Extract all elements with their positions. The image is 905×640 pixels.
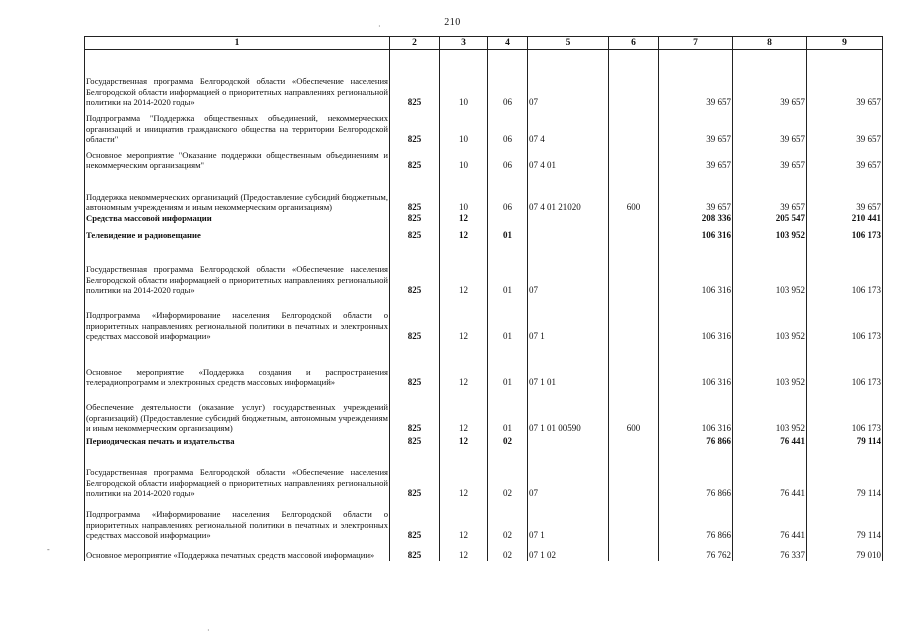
row-cell-c3: 12	[440, 342, 488, 388]
row-cell-c8: 39 657	[733, 50, 807, 108]
table-row	[85, 171, 883, 213]
row-cell-c2: 825	[390, 171, 440, 213]
row-cell-c3: 10	[440, 171, 488, 213]
row-cell-c9: 106 173	[807, 224, 883, 241]
row-cell-c4: 06	[488, 108, 528, 145]
table-row	[85, 342, 883, 388]
row-cell-c9: 210 441	[807, 213, 883, 224]
row-name-cell: Основное мероприятие "Оказание поддержки общественным объединениям и некоммерческим организациям"	[85, 145, 390, 171]
header-col-4: 4	[488, 37, 528, 50]
table-row	[85, 224, 883, 241]
row-cell-c3: 10	[440, 145, 488, 171]
row-cell-c6: 600	[609, 171, 659, 213]
row-cell-c9: 106 173	[807, 296, 883, 342]
table-row	[85, 296, 883, 342]
row-cell-c2: 825	[390, 213, 440, 224]
header-col-6: 6	[609, 37, 659, 50]
row-cell-c6	[609, 434, 659, 447]
budget-table	[84, 36, 883, 561]
row-cell-c2: 825	[390, 388, 440, 434]
row-cell-c4: 06	[488, 50, 528, 108]
row-cell-c6	[609, 50, 659, 108]
row-cell-c4: 02	[488, 499, 528, 541]
row-cell-c5: 07 4	[528, 108, 609, 145]
row-cell-c8: 205 547	[733, 213, 807, 224]
row-cell-c7: 39 657	[659, 50, 733, 108]
table-row	[85, 108, 883, 145]
row-name-cell: Государственная программа Белгородской области «Обеспечение населения Белгородской области информацией о приоритетных направлениях региональной политики на 2014-2020 годы»	[85, 447, 390, 499]
row-cell-c5	[528, 213, 609, 224]
page-number: 210	[444, 17, 461, 28]
row-cell-c4: 01	[488, 224, 528, 241]
row-cell-c2: 825	[390, 342, 440, 388]
row-cell-c9: 79 010	[807, 541, 883, 561]
table-row	[85, 541, 883, 561]
header-col-2: 2	[390, 37, 440, 50]
row-cell-c3: 10	[440, 108, 488, 145]
row-cell-c2: 825	[390, 145, 440, 171]
header-col-7: 7	[659, 37, 733, 50]
table-row	[85, 145, 883, 171]
row-name-cell: Подпрограмма "Поддержка общественных объединений, некоммерческих организаций и инициатив гражданского общества на территории Белгородской области"	[85, 108, 390, 145]
row-cell-c5: 07 1 01 00590	[528, 388, 609, 434]
row-cell-c6	[609, 241, 659, 296]
row-cell-c3: 12	[440, 388, 488, 434]
row-name-cell: Государственная программа Белгородской области «Обеспечение населения Белгородской области информацией о приоритетных направлениях региональной политики на 2014-2020 годы»	[85, 241, 390, 296]
row-cell-c6	[609, 108, 659, 145]
row-cell-c4: 02	[488, 447, 528, 499]
row-cell-c4: 06	[488, 145, 528, 171]
row-cell-c4: 01	[488, 296, 528, 342]
row-cell-c9: 79 114	[807, 447, 883, 499]
row-cell-c2: 825	[390, 499, 440, 541]
row-cell-c3: 12	[440, 224, 488, 241]
row-cell-c9: 79 114	[807, 434, 883, 447]
row-cell-c3: 12	[440, 499, 488, 541]
row-cell-c5: 07 1 01	[528, 342, 609, 388]
row-cell-c8: 39 657	[733, 108, 807, 145]
row-cell-c7: 106 316	[659, 388, 733, 434]
row-cell-c3: 12	[440, 541, 488, 561]
row-cell-c2: 825	[390, 541, 440, 561]
row-cell-c4: 01	[488, 388, 528, 434]
row-cell-c5	[528, 434, 609, 447]
row-name-cell: Обеспечение деятельности (оказание услуг) государственных учреждений (организаций) (Предоставление субсидий бюджетным, автономным учреждениям и иным некоммерческим организациям)	[85, 388, 390, 434]
header-col-5: 5	[528, 37, 609, 50]
row-cell-c5: 07 1	[528, 296, 609, 342]
row-name-cell: Основное мероприятие «Поддержка создания и распространения телерадиопрограмм и электронных средств массовых информаций»	[85, 342, 390, 388]
header-col-9: 9	[807, 37, 883, 50]
header-col-8: 8	[733, 37, 807, 50]
row-cell-c5: 07	[528, 241, 609, 296]
row-cell-c5: 07 4 01	[528, 145, 609, 171]
table-row	[85, 213, 883, 224]
row-cell-c2: 825	[390, 296, 440, 342]
row-cell-c8: 103 952	[733, 342, 807, 388]
table-row	[85, 241, 883, 296]
row-cell-c6	[609, 296, 659, 342]
row-name-cell: Подпрограмма «Информирование населения Белгородской области о приоритетных направлениях региональной политики в печатных и электронных средствах массовой информации»	[85, 296, 390, 342]
scan-speck: -	[47, 545, 50, 554]
row-cell-c7: 106 316	[659, 224, 733, 241]
row-cell-c6: 600	[609, 388, 659, 434]
row-name-cell: Государственная программа Белгородской области «Обеспечение населения Белгородской области информацией о приоритетных направлениях региональной политики на 2014-2020 годы»	[85, 50, 390, 108]
table-row	[85, 50, 883, 108]
row-cell-c2: 825	[390, 108, 440, 145]
row-cell-c7: 39 657	[659, 145, 733, 171]
row-cell-c6	[609, 541, 659, 561]
row-cell-c7: 106 316	[659, 342, 733, 388]
row-cell-c8: 76 337	[733, 541, 807, 561]
row-cell-c9: 106 173	[807, 388, 883, 434]
row-cell-c3: 12	[440, 434, 488, 447]
row-cell-c6	[609, 499, 659, 541]
row-cell-c5: 07 4 01 21020	[528, 171, 609, 213]
row-cell-c8: 103 952	[733, 224, 807, 241]
row-cell-c8: 76 441	[733, 499, 807, 541]
row-cell-c5: 07 1	[528, 499, 609, 541]
row-cell-c9: 106 173	[807, 241, 883, 296]
table-row	[85, 388, 883, 434]
row-cell-c9: 39 657	[807, 108, 883, 145]
row-cell-c3: 10	[440, 50, 488, 108]
row-cell-c2: 825	[390, 50, 440, 108]
row-cell-c8: 76 441	[733, 447, 807, 499]
row-name-cell: Средства массовой информации	[85, 213, 390, 224]
row-cell-c7: 76 866	[659, 447, 733, 499]
row-name-cell: Основное мероприятие «Поддержка печатных средств массовой информации»	[85, 541, 390, 561]
row-cell-c7: 106 316	[659, 296, 733, 342]
row-name-cell: Подпрограмма «Информирование населения Белгородской области о приоритетных направлениях региональной политики в печатных и электронных средствах массовой информации»	[85, 499, 390, 541]
row-cell-c3: 12	[440, 447, 488, 499]
row-cell-c6	[609, 145, 659, 171]
row-cell-c7: 106 316	[659, 241, 733, 296]
row-cell-c4: 01	[488, 241, 528, 296]
row-cell-c9: 39 657	[807, 50, 883, 108]
row-cell-c2: 825	[390, 447, 440, 499]
row-cell-c7: 76 866	[659, 434, 733, 447]
table-row	[85, 447, 883, 499]
row-cell-c3: 12	[440, 241, 488, 296]
table-row	[85, 434, 883, 447]
row-cell-c8: 39 657	[733, 171, 807, 213]
row-cell-c7: 39 657	[659, 171, 733, 213]
row-name-cell: Телевидение и радиовещание	[85, 224, 390, 241]
header-col-1: 1	[85, 37, 390, 50]
table-body	[85, 37, 883, 561]
row-cell-c7: 39 657	[659, 108, 733, 145]
row-cell-c9: 106 173	[807, 342, 883, 388]
row-cell-c8: 39 657	[733, 145, 807, 171]
row-cell-c2: 825	[390, 434, 440, 447]
row-cell-c8: 103 952	[733, 241, 807, 296]
row-cell-c4: 02	[488, 541, 528, 561]
scan-speck: ·	[378, 22, 381, 31]
row-cell-c5	[528, 224, 609, 241]
row-cell-c6	[609, 447, 659, 499]
row-cell-c9: 39 657	[807, 171, 883, 213]
scan-speck: ·	[207, 626, 210, 635]
row-cell-c5: 07	[528, 447, 609, 499]
row-cell-c5: 07	[528, 50, 609, 108]
row-cell-c3: 12	[440, 296, 488, 342]
row-cell-c6	[609, 342, 659, 388]
row-cell-c3: 12	[440, 213, 488, 224]
row-cell-c5: 07 1 02	[528, 541, 609, 561]
row-cell-c9: 79 114	[807, 499, 883, 541]
table-header-row	[85, 37, 883, 50]
row-name-cell: Поддержка некоммерческих организаций (Предоставление субсидий бюджетным, автономным учреждениям и иным некоммерческим организациям)	[85, 171, 390, 213]
row-cell-c4	[488, 213, 528, 224]
row-cell-c8: 103 952	[733, 388, 807, 434]
row-cell-c7: 208 336	[659, 213, 733, 224]
header-col-3: 3	[440, 37, 488, 50]
row-cell-c9: 39 657	[807, 145, 883, 171]
row-cell-c7: 76 762	[659, 541, 733, 561]
row-cell-c7: 76 866	[659, 499, 733, 541]
row-cell-c4: 06	[488, 171, 528, 213]
table-row	[85, 499, 883, 541]
row-name-cell: Периодическая печать и издательства	[85, 434, 390, 447]
row-cell-c2: 825	[390, 241, 440, 296]
row-cell-c4: 02	[488, 434, 528, 447]
row-cell-c8: 76 441	[733, 434, 807, 447]
row-cell-c2: 825	[390, 224, 440, 241]
row-cell-c4: 01	[488, 342, 528, 388]
row-cell-c6	[609, 213, 659, 224]
row-cell-c6	[609, 224, 659, 241]
row-cell-c8: 103 952	[733, 296, 807, 342]
